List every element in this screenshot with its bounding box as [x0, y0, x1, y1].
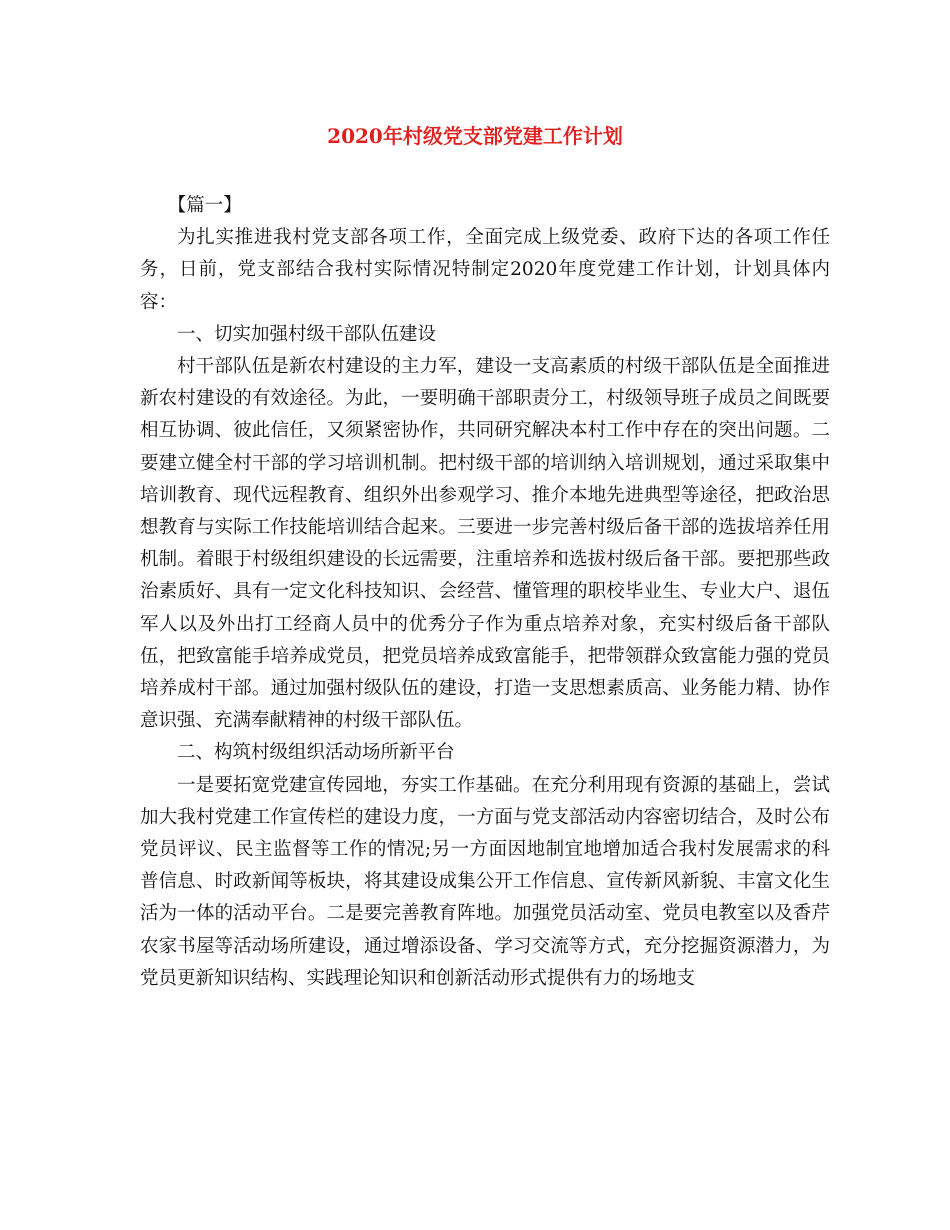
section-1-paragraph: 村干部队伍是新农村建设的主力军，建设一支高素质的村级干部队伍是全面推进新农村建设的有效途径。为此，一要明确干部职责分工，村级领导班子成员之间既要相互协调、彼此信任，又须紧密协作，共同研究解决本村工作中存在的突出问题。二要建立健全村干部的学习培训机制。把村级干部的培训纳入培训规划，通过采取集中培训教育、现代远程教育、组织外出参观学习、推介本地先进典型等途径，把政治思想教育与实际工作技能培训结合起来。三要进一步完善村级后备干部的选拔培养任用机制。着眼于村级组织建设的长远需要，注重培养和选拔村级后备干部。要把那些政治素质好、具有一定文化科技知识、会经营、懂管理的职校毕业生、专业大户、退伍军人以及外出打工经商人员中的优秀分子作为重点培养对象，充实村级后备干部队伍，把致富能手培养成党员，把党员培养成致富能手，把带领群众致富能力强的党员培养成村干部。通过加强村级队伍的建设，打造一支思想素质高、业务能力精、协作意识强、充满奉献精神的村级干部队伍。 — [140, 356, 830, 732]
section-heading-2: 二、构筑村级组织活动场所新平台 — [177, 742, 455, 764]
section-heading-1: 一、切实加强村级干部队伍建设 — [177, 323, 437, 345]
document-title: 2020年村级党支部党建工作计划 — [327, 124, 623, 148]
section-2-paragraph: 一是要拓宽党建宣传园地，夯实工作基础。在充分利用现有资源的基础上，尝试加大我村党建工作宣传栏的建设力度，一方面与党支部活动内容密切结合，及时公布党员评议、民主监督等工作的情况;另一方面因地制宜地增加适合我村发展需求的科普信息、时政新闻等板块，将其建设成集公开工作信息、宣传新风新貌、丰富文化生活为一体的活动平台。二是要完善教育阵地。加强党员活动室、党员电教室以及香芹农家书屋等活动场所建设，通过增添设备、学习交流等方式，充分挖掘资源潜力，为党员更新知识结构、实践理论知识和创新活动形式提供有力的场地支 — [140, 774, 830, 989]
intro-paragraph: 为扎实推进我村党支部各项工作，全面完成上级党委、政府下达的各项工作任务，日前，党支部结合我村实际情况特制定2020年度党建工作计划，计划具体内容： — [140, 227, 830, 313]
section-label: 【篇一】 — [167, 195, 242, 216]
document-body — [140, 190, 830, 995]
